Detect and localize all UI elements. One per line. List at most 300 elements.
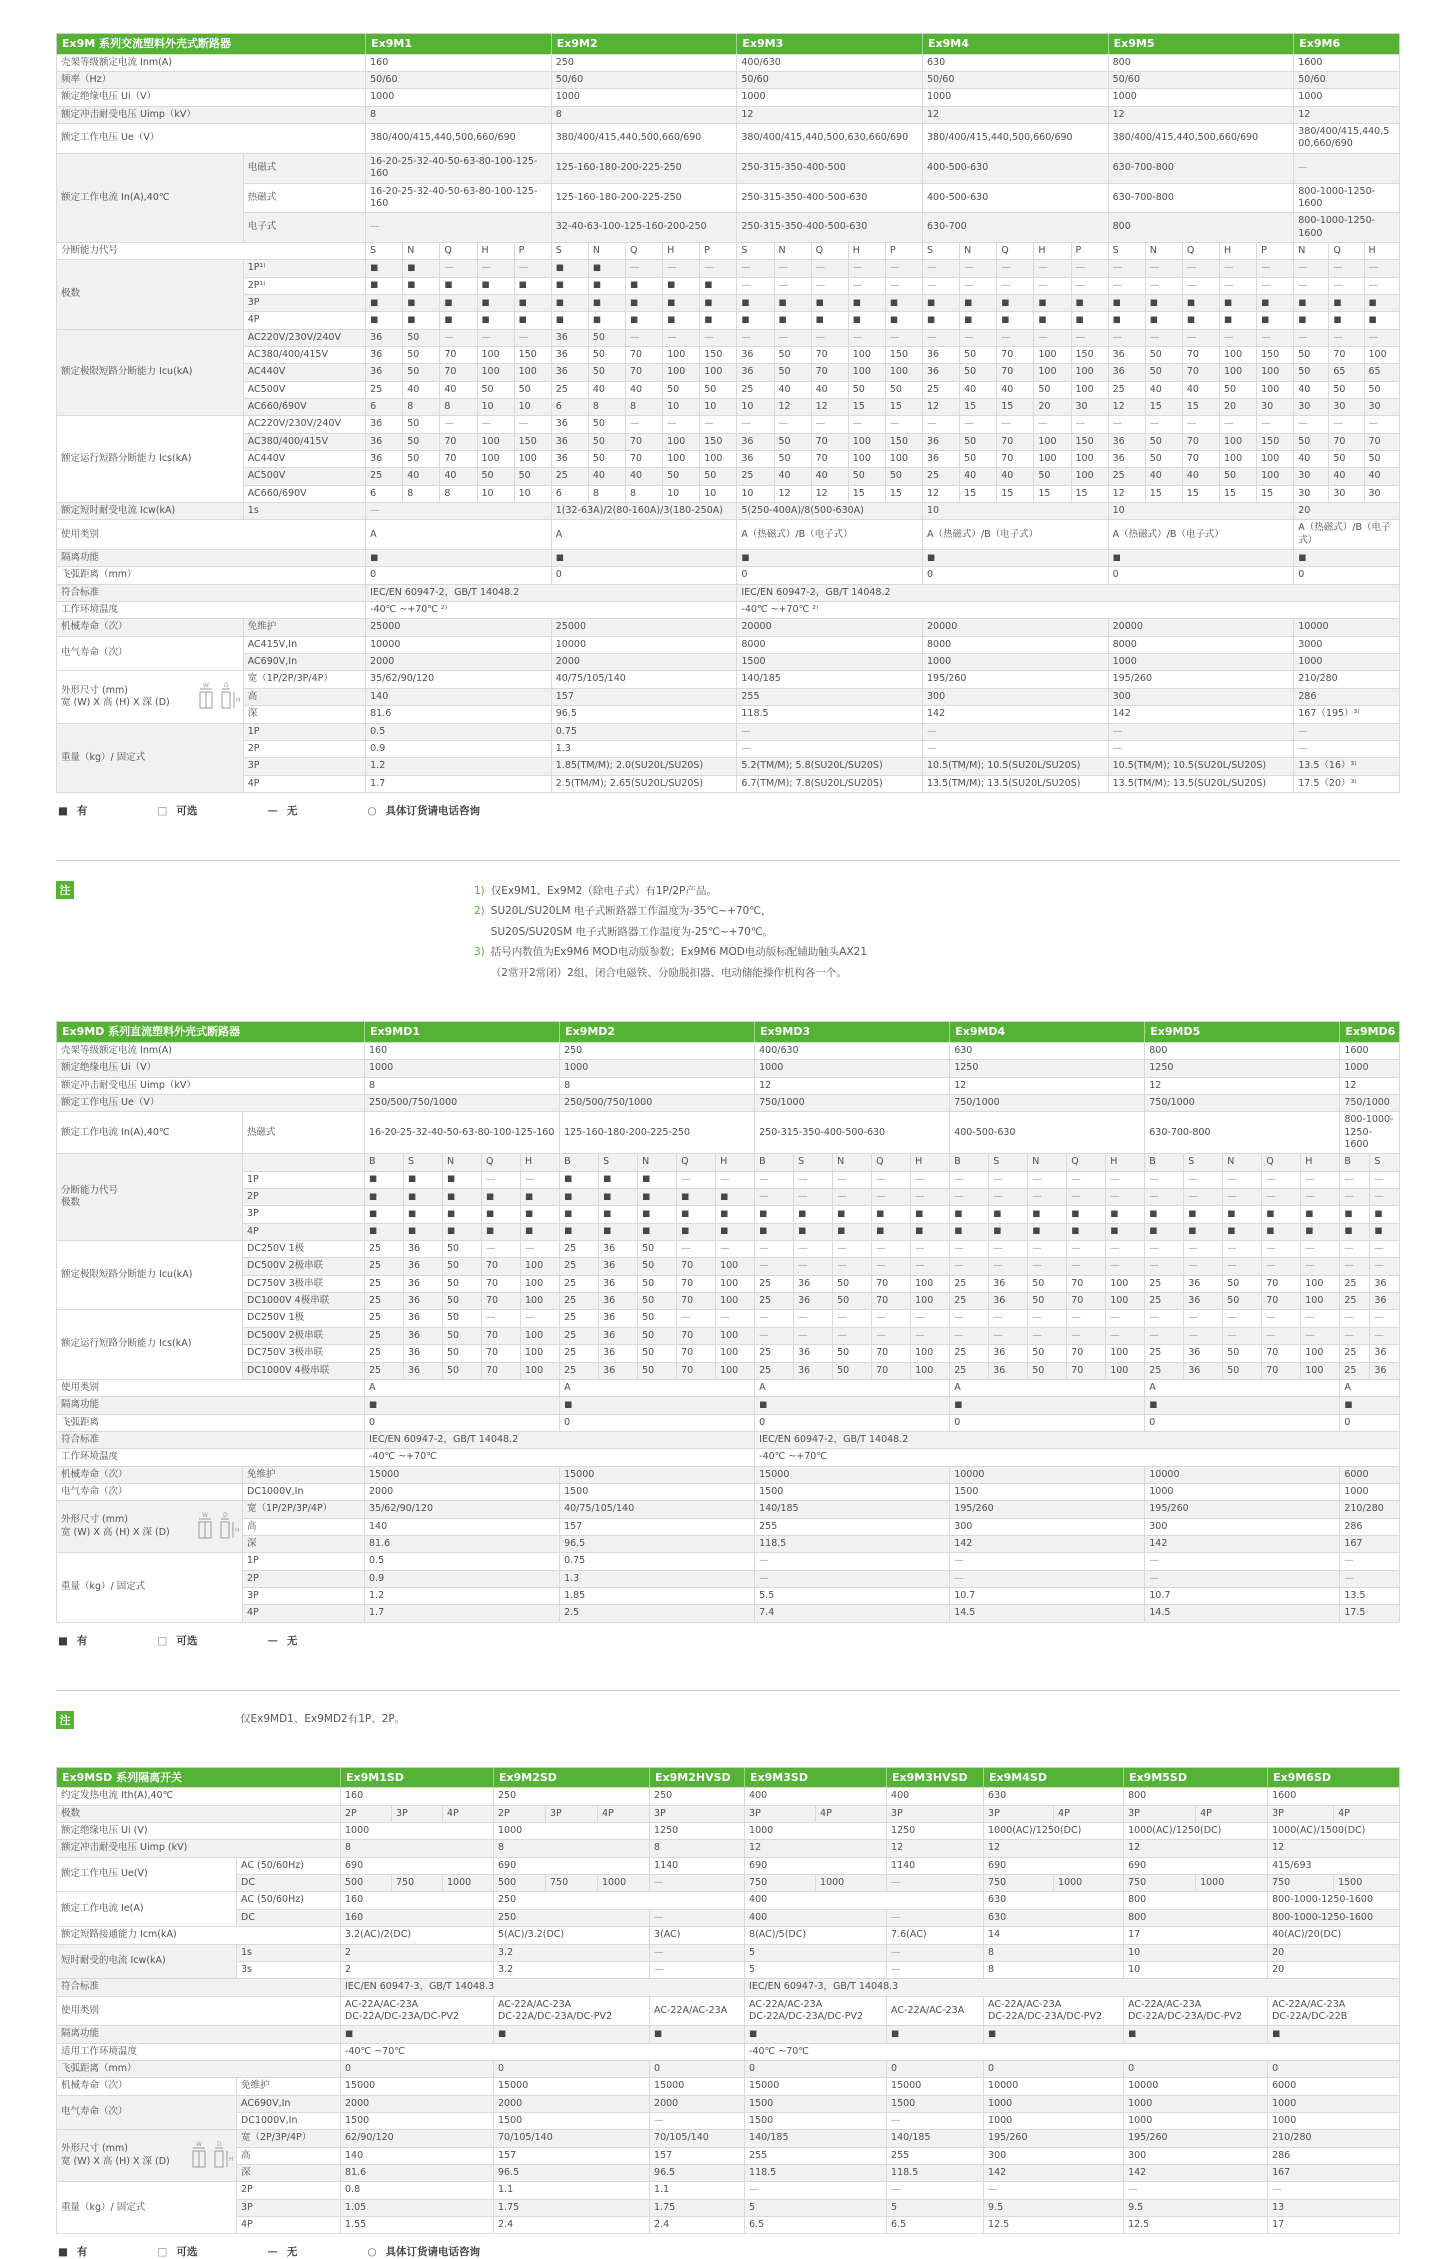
- availability-mark: ■: [638, 1206, 677, 1223]
- value-cell: 15: [960, 485, 997, 502]
- value-cell: 1000: [1268, 2112, 1400, 2129]
- value-cell: 50: [848, 381, 885, 398]
- value-cell: 4P: [237, 2217, 341, 2234]
- value-cell: 100: [1257, 381, 1294, 398]
- value-cell: 额定冲击耐受电压 Uimp（kV）: [57, 1077, 365, 1094]
- availability-mark: ■: [521, 1206, 560, 1223]
- value-cell: 36: [989, 1362, 1028, 1379]
- ex9md-dc-mccb-spec-table: [56, 1021, 1400, 1622]
- value-cell: 36: [989, 1275, 1028, 1292]
- value-cell: 36: [1184, 1275, 1223, 1292]
- availability-mark: ■: [1220, 294, 1257, 311]
- value-cell: 8: [403, 398, 440, 415]
- none-mark: —: [1108, 260, 1145, 277]
- value-cell: 500: [494, 1875, 546, 1892]
- value-cell: 1140: [887, 1857, 984, 1874]
- availability-mark: ■: [366, 550, 552, 567]
- value-cell: 36: [599, 1293, 638, 1310]
- availability-mark: ■: [365, 1206, 404, 1223]
- value-cell: 2.5(TM/M); 2.65(SU20L/SU20S): [551, 775, 737, 792]
- value-cell: Q: [626, 242, 663, 259]
- none-mark: —: [1184, 1310, 1223, 1327]
- value-cell: 50: [638, 1275, 677, 1292]
- availability-mark: ■: [989, 1206, 1028, 1223]
- none-mark: —: [514, 329, 551, 346]
- value-cell: 750: [984, 1875, 1054, 1892]
- value-cell: N: [960, 242, 997, 259]
- value-cell: 12: [755, 1077, 950, 1094]
- value-cell: P: [514, 242, 551, 259]
- legend-symbol-optional: □: [157, 804, 168, 817]
- value-cell: 150: [514, 346, 551, 363]
- none-mark: —: [1106, 1189, 1145, 1206]
- value-cell: 10000: [1124, 2078, 1268, 2095]
- availability-mark: ■: [1223, 1223, 1262, 1240]
- availability-mark: ■: [366, 277, 403, 294]
- none-mark: —: [984, 2182, 1124, 2199]
- availability-mark: ■: [443, 1189, 482, 1206]
- availability-mark: ■: [755, 1223, 794, 1240]
- value-cell: 1500: [745, 2095, 887, 2112]
- value-cell: 1(32-63A)/2(80-160A)/3(180-250A): [551, 503, 737, 520]
- value-cell: 25: [923, 468, 960, 485]
- none-mark: —: [477, 416, 514, 433]
- none-mark: —: [1220, 277, 1257, 294]
- none-mark: —: [1182, 416, 1219, 433]
- value-cell: 高: [243, 688, 365, 705]
- value-cell: 400-500-630: [923, 183, 1109, 213]
- value-cell: 70: [440, 364, 477, 381]
- value-cell: 50: [1034, 381, 1071, 398]
- value-cell: 1000: [737, 89, 923, 106]
- value-cell: 36: [599, 1310, 638, 1327]
- value-cell: 15: [885, 485, 922, 502]
- value-cell: 250: [494, 1788, 650, 1805]
- table-row: [57, 2199, 1400, 2216]
- value-cell: 100: [1034, 433, 1071, 450]
- value-cell: 15000: [755, 1466, 950, 1483]
- value-cell: 25: [755, 1345, 794, 1362]
- value-cell: 690: [494, 1857, 650, 1874]
- value-cell: Q: [872, 1154, 911, 1171]
- none-mark: —: [1370, 1327, 1400, 1344]
- availability-mark: ■: [997, 294, 1034, 311]
- value-cell: 70: [482, 1362, 521, 1379]
- value-cell: 8: [440, 398, 477, 415]
- none-mark: —: [923, 260, 960, 277]
- value-cell: 30: [1294, 398, 1329, 415]
- value-cell: 25: [551, 468, 588, 485]
- none-mark: —: [650, 1909, 745, 1926]
- value-cell: A: [366, 520, 552, 550]
- table-row: [57, 346, 1400, 363]
- column-header: Ex9MD1: [365, 1022, 560, 1043]
- value-cell: 12: [887, 1840, 984, 1857]
- value-cell: 250: [560, 1042, 755, 1059]
- value-cell: 3P: [243, 294, 365, 311]
- table-row: [57, 1206, 1400, 1223]
- none-mark: —: [700, 329, 737, 346]
- value-cell: 25: [365, 1310, 404, 1327]
- value-cell: 690: [341, 1857, 494, 1874]
- value-cell: 50: [1145, 346, 1182, 363]
- value-cell: 1250: [887, 1823, 984, 1840]
- none-mark: —: [1301, 1189, 1340, 1206]
- none-mark: —: [989, 1241, 1028, 1258]
- value-cell: 50: [700, 381, 737, 398]
- legend-dc: [58, 1633, 1400, 1648]
- none-mark: —: [811, 260, 848, 277]
- value-cell: 70: [626, 346, 663, 363]
- value-cell: 9.5: [984, 2199, 1124, 2216]
- note-number: 2): [474, 905, 485, 918]
- value-cell: 142: [923, 706, 1109, 723]
- none-mark: —: [774, 277, 811, 294]
- none-mark: —: [997, 416, 1034, 433]
- table-row: [57, 451, 1400, 468]
- value-cell: 36: [366, 416, 403, 433]
- availability-mark: ■: [626, 312, 663, 329]
- value-cell: 1000: [551, 89, 737, 106]
- value-cell: 750/1000: [755, 1095, 950, 1112]
- value-cell: 36: [404, 1258, 443, 1275]
- value-cell: 40: [960, 468, 997, 485]
- value-cell: 50: [588, 433, 625, 450]
- value-cell: 100: [514, 364, 551, 381]
- value-cell: 250/500/750/1000: [365, 1095, 560, 1112]
- table-row: [57, 2182, 1400, 2199]
- value-cell: 25: [755, 1275, 794, 1292]
- value-cell: Q: [811, 242, 848, 259]
- table-row: [57, 1979, 1400, 1996]
- value-cell: 100: [1364, 346, 1399, 363]
- none-mark: —: [833, 1258, 872, 1275]
- value-cell: 额定绝缘电压 Ui (V): [57, 1823, 341, 1840]
- none-mark: —: [833, 1327, 872, 1344]
- availability-mark: ■: [599, 1223, 638, 1240]
- value-cell: 10000: [984, 2078, 1124, 2095]
- value-cell: 150: [1071, 433, 1108, 450]
- value-cell: 195/260: [1108, 671, 1294, 688]
- value-cell: AC500V: [243, 381, 365, 398]
- value-cell: 0: [745, 2060, 887, 2077]
- value-cell: 1.1: [494, 2182, 650, 2199]
- availability-mark: ■: [366, 260, 403, 277]
- none-mark: —: [482, 1241, 521, 1258]
- table-row: [57, 1483, 1400, 1500]
- note-item: [474, 881, 867, 901]
- value-cell: 40: [403, 468, 440, 485]
- value-cell: 250-315-350-400-500-630: [737, 183, 923, 213]
- availability-mark: ■: [663, 312, 700, 329]
- value-cell: DC750V 3极串联: [243, 1345, 365, 1362]
- availability-mark: ■: [700, 294, 737, 311]
- value-cell: 160: [366, 54, 552, 71]
- value-cell: H: [521, 1154, 560, 1171]
- value-cell: 1000: [1268, 2095, 1400, 2112]
- value-cell: 3.2: [494, 1961, 650, 1978]
- value-cell: 2.4: [494, 2217, 650, 2234]
- value-cell: Q: [1067, 1154, 1106, 1171]
- value-cell: 380/400/415,440,500,660/690: [1108, 124, 1294, 154]
- none-mark: —: [737, 260, 774, 277]
- availability-mark: ■: [950, 1206, 989, 1223]
- value-cell: 150: [514, 433, 551, 450]
- table-row: [57, 1857, 1400, 1874]
- availability-mark: ■: [514, 312, 551, 329]
- value-cell: 25: [560, 1293, 599, 1310]
- value-cell: 17: [1124, 1927, 1268, 1944]
- value-cell: 8: [551, 106, 737, 123]
- value-cell: 210/280: [1294, 671, 1400, 688]
- value-cell: 100: [521, 1327, 560, 1344]
- table-row: [57, 485, 1400, 502]
- availability-mark: ■: [737, 294, 774, 311]
- none-mark: —: [514, 416, 551, 433]
- none-mark: —: [745, 2182, 887, 2199]
- table-row: [57, 468, 1400, 485]
- value-cell: 0: [1340, 1414, 1400, 1431]
- availability-mark: ■: [366, 294, 403, 311]
- value-cell: A: [551, 520, 737, 550]
- value-cell: 25: [923, 381, 960, 398]
- notes-dc: [56, 1711, 1400, 1729]
- value-cell: 160: [341, 1788, 494, 1805]
- value-cell: 1500: [494, 2112, 650, 2129]
- value-cell: 15000: [365, 1466, 560, 1483]
- none-mark: —: [887, 1875, 984, 1892]
- value-cell: 12: [1268, 1840, 1400, 1857]
- value-cell: 800: [1124, 1788, 1268, 1805]
- availability-mark: ■: [1034, 312, 1071, 329]
- value-cell: 3P: [745, 1805, 816, 1822]
- value-cell: 额定极限短路分断能力 Icu(kA): [57, 329, 244, 416]
- value-cell: 10000: [1294, 619, 1400, 636]
- availability-mark: ■: [923, 550, 1109, 567]
- value-cell: 25: [1145, 1362, 1184, 1379]
- value-cell: 100: [1106, 1345, 1145, 1362]
- value-cell: 3P: [237, 2199, 341, 2216]
- value-cell: 4P: [1196, 1805, 1268, 1822]
- availability-mark: ■: [1106, 1223, 1145, 1240]
- value-cell: 50/60: [737, 72, 923, 89]
- value-cell: 15: [848, 398, 885, 415]
- value-cell: 70: [677, 1275, 716, 1292]
- none-mark: —: [1340, 1258, 1370, 1275]
- none-mark: —: [755, 1327, 794, 1344]
- table-row: [57, 602, 1400, 619]
- value-cell: -40℃ ~70℃: [745, 2043, 1400, 2060]
- value-cell: P: [885, 242, 922, 259]
- none-mark: —: [923, 416, 960, 433]
- none-mark: —: [663, 260, 700, 277]
- none-mark: —: [1145, 1553, 1340, 1570]
- value-cell: 100: [1106, 1362, 1145, 1379]
- value-cell: 100: [1071, 381, 1108, 398]
- availability-mark: ■: [1257, 312, 1294, 329]
- table-row: [57, 1397, 1400, 1414]
- value-cell: 630-700-800: [1108, 183, 1294, 213]
- legend-sd: [58, 2244, 1400, 2259]
- table-row: [57, 1414, 1400, 1431]
- value-cell: 电子式: [243, 213, 365, 243]
- value-cell: S: [1370, 1154, 1400, 1171]
- legend-symbol-optional: □: [157, 2246, 168, 2259]
- none-mark: —: [482, 1171, 521, 1188]
- table-row: [57, 1258, 1400, 1275]
- none-mark: —: [626, 260, 663, 277]
- none-mark: —: [872, 1327, 911, 1344]
- value-cell: 20: [1268, 1961, 1400, 1978]
- none-mark: —: [1329, 329, 1364, 346]
- value-cell: 400-500-630: [923, 153, 1109, 183]
- availability-mark: ■: [885, 294, 922, 311]
- availability-mark: ■: [1108, 550, 1294, 567]
- value-cell: 36: [989, 1345, 1028, 1362]
- value-cell: 118.5: [737, 706, 923, 723]
- value-cell: 50: [443, 1310, 482, 1327]
- value-cell: IEC/EN 60947-3，GB/T 14048.3: [341, 1979, 745, 1996]
- none-mark: —: [1329, 277, 1364, 294]
- availability-mark: ■: [404, 1171, 443, 1188]
- value-cell: 50: [443, 1362, 482, 1379]
- value-cell: Q: [440, 242, 477, 259]
- value-cell: 50: [1364, 381, 1399, 398]
- value-cell: 50: [1145, 451, 1182, 468]
- table-row: [57, 1362, 1400, 1379]
- value-cell: 400: [745, 1788, 887, 1805]
- value-cell: AC415V,In: [243, 636, 365, 653]
- availability-mark: ■: [677, 1223, 716, 1240]
- legend-item-call: [367, 803, 480, 818]
- dimension-diagram-icon: [195, 1512, 239, 1542]
- column-header: Ex9M2SD: [494, 1767, 650, 1788]
- value-cell: 额定运行短路分断能力 Ics(kA): [57, 1310, 243, 1379]
- value-cell: 3P: [546, 1805, 598, 1822]
- none-mark: —: [700, 416, 737, 433]
- value-cell: 36: [1370, 1345, 1400, 1362]
- table-row: [57, 106, 1400, 123]
- value-cell: 300: [984, 2147, 1124, 2164]
- none-mark: —: [794, 1189, 833, 1206]
- value-cell: 12: [1294, 106, 1400, 123]
- value-cell: 50: [403, 416, 440, 433]
- value-cell: 15000: [650, 2078, 745, 2095]
- value-cell: 额定短路接通能力 Icm(kA): [57, 1927, 341, 1944]
- value-cell: 1600: [1268, 1788, 1400, 1805]
- legend-label: 无: [286, 804, 298, 817]
- none-mark: —: [1184, 1241, 1223, 1258]
- availability-mark: ■: [514, 277, 551, 294]
- value-cell: 2P: [243, 1570, 365, 1587]
- value-cell: 50: [663, 381, 700, 398]
- value-cell: 140/185: [737, 671, 923, 688]
- none-mark: —: [1340, 1189, 1370, 1206]
- value-cell: 10: [737, 398, 774, 415]
- value-cell: 10000: [551, 636, 737, 653]
- value-cell: 短时耐受的电流 Icw(kA): [57, 1944, 237, 1979]
- value-cell: 250/500/750/1000: [560, 1095, 755, 1112]
- value-cell: 使用类别: [57, 520, 366, 550]
- none-mark: —: [716, 1241, 755, 1258]
- value-cell: 36: [599, 1362, 638, 1379]
- column-header: Ex9M1SD: [341, 1767, 494, 1788]
- value-cell: 50: [638, 1327, 677, 1344]
- availability-mark: ■: [755, 1397, 950, 1414]
- value-cell: 17.5: [1340, 1605, 1400, 1622]
- table-row: [57, 1293, 1400, 1310]
- value-cell: 70: [1182, 433, 1219, 450]
- value-cell: N: [774, 242, 811, 259]
- none-mark: —: [997, 260, 1034, 277]
- value-cell: 1000(AC)/1500(DC): [1268, 1823, 1400, 1840]
- value-cell: 4P: [243, 1605, 365, 1622]
- value-cell: 2P: [237, 2182, 341, 2199]
- availability-mark: ■: [911, 1223, 950, 1240]
- none-mark: —: [1034, 277, 1071, 294]
- value-cell: 25: [755, 1362, 794, 1379]
- none-mark: —: [794, 1171, 833, 1188]
- value-cell: 40: [997, 468, 1034, 485]
- value-cell: 3000: [1294, 636, 1400, 653]
- value-cell: H: [911, 1154, 950, 1171]
- value-cell: H: [663, 242, 700, 259]
- legend-item-optional: [157, 2244, 197, 2259]
- value-cell: 70: [1067, 1362, 1106, 1379]
- value-cell: 0.8: [341, 2182, 494, 2199]
- table-row: [57, 2026, 1400, 2043]
- none-mark: —: [1294, 723, 1400, 740]
- value-cell: 96.5: [650, 2164, 745, 2181]
- legend-symbol-have: ■: [58, 2246, 68, 2259]
- value-cell: DC1000V,In: [237, 2112, 341, 2129]
- value-cell: 690: [1124, 1857, 1268, 1874]
- availability-mark: ■: [872, 1206, 911, 1223]
- value-cell: 14.5: [1145, 1605, 1340, 1622]
- availability-mark: ■: [440, 294, 477, 311]
- none-mark: —: [1034, 260, 1071, 277]
- table-row: [57, 1345, 1400, 1362]
- availability-mark: ■: [403, 277, 440, 294]
- value-cell: 2.4: [650, 2217, 745, 2234]
- value-cell: 70: [1329, 433, 1364, 450]
- availability-mark: ■: [848, 312, 885, 329]
- none-mark: —: [997, 277, 1034, 294]
- value-cell: 35/62/90/120: [366, 671, 552, 688]
- value-cell: 2: [341, 1961, 494, 1978]
- value-cell: 0: [1145, 1414, 1340, 1431]
- value-cell: Q: [482, 1154, 521, 1171]
- value-cell: 飞弧距离（mm）: [57, 567, 366, 584]
- value-cell: 25: [365, 1275, 404, 1292]
- ex9msd-switch-spec-table: [56, 1767, 1400, 2235]
- none-mark: —: [1145, 1189, 1184, 1206]
- value-cell: 15000: [341, 2078, 494, 2095]
- value-cell: 300: [1124, 2147, 1268, 2164]
- value-cell: 1P: [243, 723, 365, 740]
- value-cell: 1P¹⁾: [243, 260, 365, 277]
- value-cell: Q: [1182, 242, 1219, 259]
- none-mark: —: [848, 416, 885, 433]
- none-mark: —: [1301, 1171, 1340, 1188]
- none-mark: —: [1301, 1310, 1340, 1327]
- value-cell: 50: [588, 329, 625, 346]
- table-row: [57, 584, 1400, 601]
- value-cell: -40℃ ~+70℃: [755, 1449, 1400, 1466]
- value-cell: 适用工作环境温度: [57, 2043, 341, 2060]
- table-row: [57, 567, 1400, 584]
- value-cell: 5(250-400A)/8(500-630A): [737, 503, 923, 520]
